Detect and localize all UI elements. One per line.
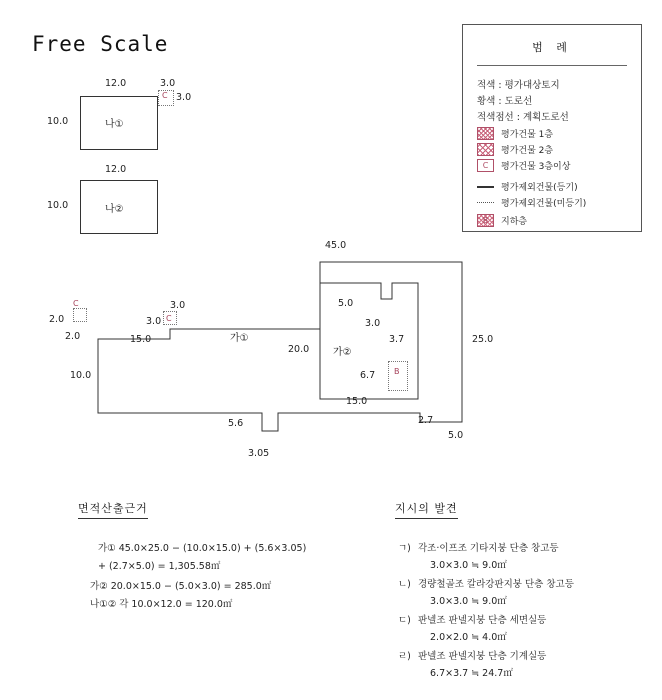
area-calc-line-4: 나①② 각 10.0×12.0 = 120.0㎡ [90,599,233,610]
main-right-dim: 25.0 [472,334,494,345]
b-top-dim: 3.7 [389,334,405,345]
remark-4-line2: 6.7×3.7 ≒ 24.7㎡ [430,668,513,679]
na2-top-dim: 12.0 [105,164,127,175]
right-bottom-dim: 5.0 [448,430,464,441]
page-title: Free Scale [32,32,169,56]
notch-left-dim: 5.0 [338,298,354,309]
area-calc-line-2: + (2.7×5.0) = 1,305.58㎡ [98,561,221,572]
legend-item-label: 평가제외건물(미등기) [501,199,587,209]
ga2-left-dim: 20.0 [288,344,310,355]
right-step-dim: 2.7 [418,415,434,426]
ga2-bottom-dim: 15.0 [346,396,368,407]
left-c-dim-c: 3.0 [170,300,186,311]
legend-heading: 범 례 [532,41,572,54]
legend-line-2: 황색 : 도로선 [477,96,533,107]
na1-annex-c-label: C [162,91,168,100]
remark-1-line2: 3.0×3.0 ≒ 9.0㎡ [430,560,507,571]
legend-item-label: 평가제외건물(등기) [501,183,578,193]
basement-block-b [388,361,408,391]
legend-item-label: 평가건물 3층이상 [501,162,571,172]
main-top-dim: 45.0 [325,240,347,251]
step-bottom-dim: 3.05 [248,448,270,459]
remark-3-line2: 2.0×2.0 ≒ 4.0㎡ [430,632,507,643]
left-c-dim-d: 3.0 [146,316,162,327]
left-c-dim-a: 2.0 [49,314,65,325]
na1-annex-right-dim: 3.0 [176,92,192,103]
legend-item-label: 평가건물 1층 [501,130,554,140]
remark-4-marker: ㄹ) [398,651,411,662]
na1-annex-top-dim: 3.0 [160,78,176,89]
remarks-heading: 지시의 발견 [395,500,458,519]
remark-2-line1: 경량철골조 칼라강판지붕 단층 창고등 [418,579,574,590]
remark-4-line1: 판넬조 판넬지붕 단층 기계실등 [418,651,547,662]
remark-3-marker: ㄷ) [398,615,411,626]
b-left-dim: 6.7 [360,370,376,381]
remark-3-line1: 판넬조 판넬지붕 단층 세면실등 [418,615,547,626]
legend-line-3: 적색점선 : 계획도로선 [477,112,569,123]
legend-item-label: 지하층 [501,217,528,227]
legend-item-label: 평가건물 2층 [501,146,554,156]
remark-1-line1: 각조·이프조 기타지붕 단층 창고등 [418,543,559,554]
annex-c-left-1 [73,308,87,322]
area-calc-heading: 면적산출근거 [78,500,148,519]
na1-left-dim: 10.0 [47,116,69,127]
remark-2-line2: 3.0×3.0 ≒ 9.0㎡ [430,596,507,607]
annex-c-left-2-label: C [166,314,172,323]
letter-c-icon: C [477,159,494,172]
underground-icon: B [477,214,494,227]
ga1-label: 가① [230,333,249,344]
na2-left-dim: 10.0 [47,200,69,211]
remark-2-marker: ㄴ) [398,579,411,590]
left-c-dim-b: 2.0 [65,331,81,342]
na1-top-dim: 12.0 [105,78,127,89]
na2-label: 나② [105,204,124,215]
b-label: B [394,367,400,376]
na1-label: 나① [105,119,124,130]
ga2-label: 가② [333,347,352,358]
left-block-left-dim: 10.0 [70,370,92,381]
area-calc-line-3: 가② 20.0×15.0 − (5.0×3.0) = 285.0㎡ [90,581,272,592]
area-calc-line-1: 가① 45.0×25.0 − (10.0×15.0) + (5.6×3.05) [98,543,307,554]
notch-bottom-dim: 3.0 [365,318,381,329]
left-block-top-dim: 15.0 [130,334,152,345]
remark-1-marker: ㄱ) [398,543,411,554]
annex-c-left-1-label: C [73,299,79,308]
step-dim: 5.6 [228,418,244,429]
legend-line-1: 적색 : 평가대상토지 [477,80,560,91]
